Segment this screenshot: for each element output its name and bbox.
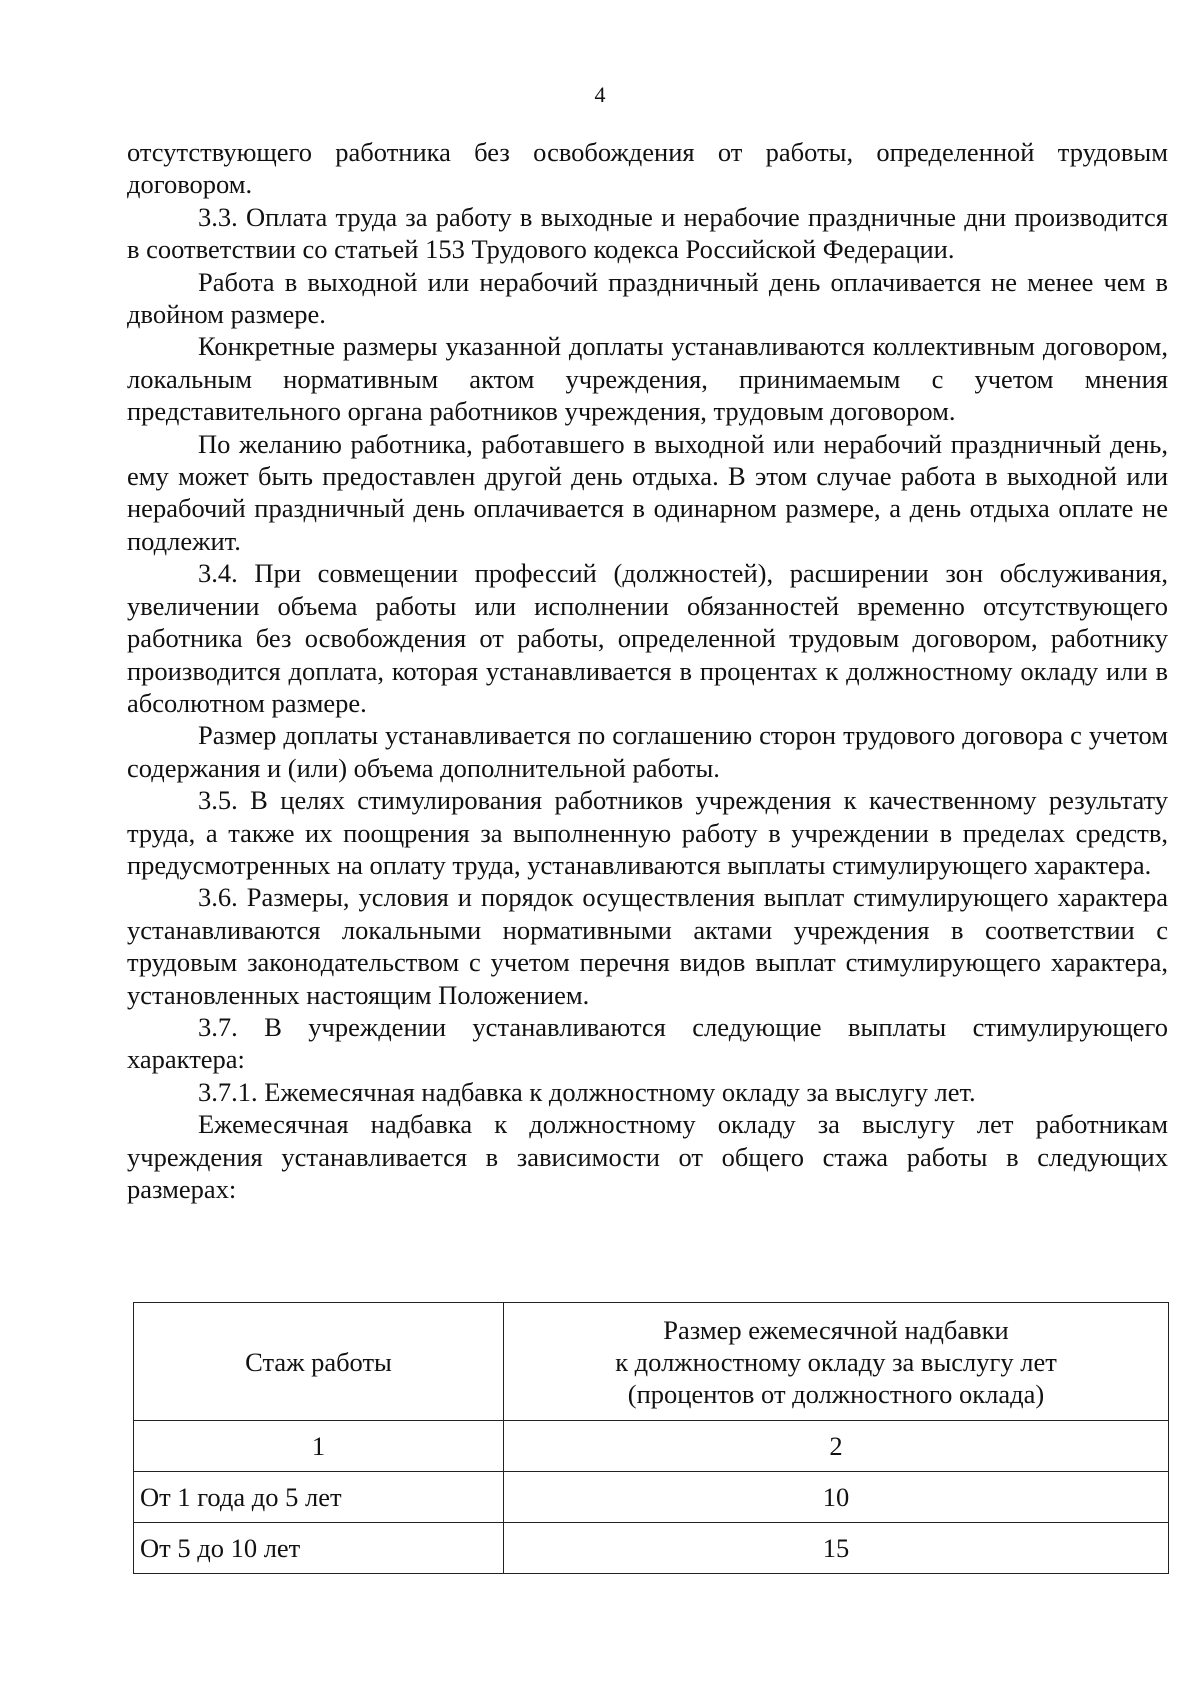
table bbox=[133, 1302, 1169, 1574]
column-number: 2 bbox=[504, 1421, 1169, 1472]
paragraph: Работа в выходной или нерабочий праздничный день оплачивается не менее чем в двойном размере. bbox=[127, 266, 1168, 330]
column-number-row bbox=[134, 1421, 1169, 1472]
header-line: к должностному окладу за выслугу лет bbox=[615, 1346, 1057, 1377]
percent-cell: 15 bbox=[504, 1523, 1169, 1574]
page-number: 4 bbox=[594, 82, 606, 107]
table-row bbox=[134, 1523, 1169, 1574]
paragraph: 3.5. В целях стимулирования работников учреждения к качественному результату труда, а также их поощрения за выполненную работу в учреждении в пределах средств, предусмотренных на оплату труда, устанавливаются выплаты стимулирующего характера. bbox=[127, 785, 1168, 880]
header-cell-bonus-size bbox=[504, 1303, 1169, 1421]
paragraph: По желанию работника, работавшего в выходной или нерабочий праздничный день, ему может быть предоставлен другой день отдыха. В этом случае работа в выходной или нерабочий праздничный день оплачивается в одинарном размере, а день отдыха оплате не подлежит. bbox=[127, 428, 1168, 556]
body-text bbox=[127, 136, 1168, 1205]
paragraph: 3.3. Оплата труда за работу в выходные и нерабочие праздничные дни производится в соответствии со статьей 153 Трудового кодекса Российской Федерации. bbox=[127, 201, 1168, 265]
paragraph: 3.7.1. Ежемесячная надбавка к должностному окладу за выслугу лет. bbox=[198, 1076, 976, 1107]
paragraph: отсутствующего работника без освобождения от работы, определенной трудовым договором. bbox=[127, 137, 1168, 200]
header-cell-seniority: Стаж работы bbox=[134, 1303, 504, 1421]
header-line: Размер ежемесячной надбавки bbox=[663, 1314, 1009, 1345]
paragraph: 3.7. В учреждении устанавливаются следующие выплаты стимулирующего характера: bbox=[127, 1011, 1168, 1075]
header-line: (процентов от должностного оклада) bbox=[627, 1378, 1045, 1409]
seniority-bonus-table bbox=[133, 1302, 1168, 1574]
percent-cell: 10 bbox=[504, 1472, 1169, 1523]
paragraph: Размер доплаты устанавливается по соглашению сторон трудового договора с учетом содержания и (или) объема дополнительной работы. bbox=[127, 720, 1168, 783]
period-cell: От 1 года до 5 лет bbox=[134, 1472, 504, 1523]
paragraph: Конкретные размеры указанной доплаты устанавливаются коллективным договором, локальным нормативным актом учреждения, принимаемым с учетом мнения представительного органа работников учреждения, трудовым договором. bbox=[127, 331, 1168, 427]
paragraph: 3.6. Размеры, условия и порядок осуществления выплат стимулирующего характера устанавливаются локальными нормативными актами учреждения в соответствии с трудовым законодательством с учетом перечня видов выплат стимулирующего характера, установленных настоящим Положением. bbox=[127, 882, 1168, 1010]
table-row bbox=[134, 1472, 1169, 1523]
column-number: 1 bbox=[134, 1421, 504, 1472]
paragraph: 3.4. При совмещении профессий (должностей), расширении зон обслуживания, увеличении объема работы или исполнении обязанностей временно отсутствующего работника без освобождения от работы, определенной трудовым договором, работнику производится доплата, которая устанавливается в процентах к должностному окладу или в абсолютном размере. bbox=[127, 558, 1168, 718]
paragraph: Ежемесячная надбавка к должностному окладу за выслугу лет работникам учреждения устанавливается в зависимости от общего стажа работы в следующих размерах: bbox=[127, 1109, 1168, 1204]
period-cell: От 5 до 10 лет bbox=[134, 1523, 504, 1574]
table-header-row bbox=[134, 1303, 1169, 1421]
